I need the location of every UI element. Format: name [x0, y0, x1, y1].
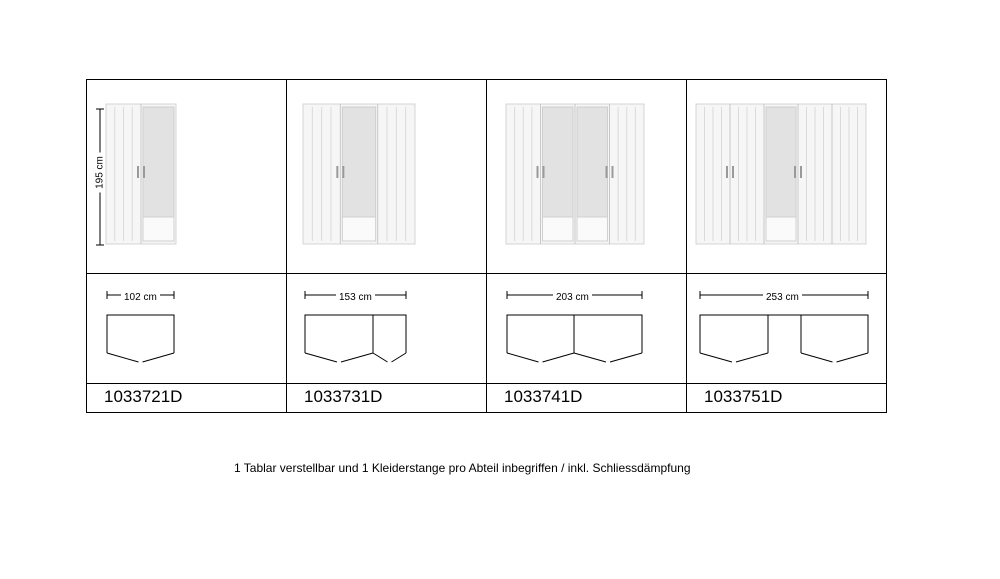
mirror-base-panel: [143, 217, 174, 241]
floor-plan-5-door: [686, 273, 886, 383]
door-swing: [373, 353, 388, 362]
door-handle: [606, 166, 608, 178]
door-swing: [610, 353, 642, 362]
door-swing: [736, 353, 768, 362]
door-handle: [143, 166, 145, 178]
floor-plan-3-door: [286, 273, 486, 383]
door-swing: [801, 353, 833, 362]
mirror-door: [766, 107, 796, 217]
door-handle: [800, 166, 802, 178]
door-swing: [305, 353, 337, 362]
door-handle: [342, 166, 344, 178]
plan-outline: [107, 315, 174, 353]
mirror-base-panel: [577, 217, 608, 241]
door-swing: [700, 353, 732, 362]
door-swing: [107, 353, 139, 362]
floor-plan-4-door: [486, 273, 686, 383]
door-handle: [137, 166, 139, 178]
wardrobe-image-5-door: [696, 104, 876, 249]
door-swing: [507, 353, 539, 362]
table-border-right: [886, 79, 887, 413]
width-label-3: 203 cm: [553, 292, 592, 304]
mirror-base-panel: [543, 217, 574, 241]
wardrobe-image-3-door: [303, 104, 423, 249]
width-label-4: 253 cm: [763, 292, 802, 304]
plan-outline: [700, 315, 868, 353]
mirror-base-panel: [342, 217, 375, 241]
width-label-2: 153 cm: [336, 292, 375, 304]
article-code-3: 1033741D: [504, 387, 583, 406]
article-code-1: 1033721D: [104, 387, 183, 406]
height-label: 195 cm: [95, 153, 106, 193]
door-swing: [543, 353, 575, 362]
door-swing: [341, 353, 373, 362]
wardrobe-image-2-door: [106, 104, 196, 249]
mirror-door: [577, 107, 608, 217]
door-handle: [336, 166, 338, 178]
plan-outline: [305, 315, 406, 353]
product-table: [86, 79, 887, 413]
door-handle: [732, 166, 734, 178]
door-handle: [537, 166, 539, 178]
door-handle: [726, 166, 728, 178]
floor-plan-2-door: [86, 273, 286, 383]
mirror-base-panel: [766, 217, 796, 241]
door-swing: [574, 353, 606, 362]
door-swing: [837, 353, 869, 362]
door-swing: [392, 353, 407, 362]
mirror-door: [342, 107, 375, 217]
width-label-1: 102 cm: [121, 292, 160, 304]
door-swing: [143, 353, 175, 362]
door-handle: [794, 166, 796, 178]
mirror-door: [143, 107, 174, 217]
mirror-door: [543, 107, 574, 217]
wardrobe-image-4-door: [506, 104, 656, 249]
article-code-4: 1033751D: [704, 387, 783, 406]
article-code-2: 1033731D: [304, 387, 383, 406]
footnote: 1 Tablar verstellbar und 1 Kleiderstange pro Abteil inbegriffen / inkl. Schliessdämpfung: [234, 461, 691, 475]
door-handle: [612, 166, 614, 178]
door-handle: [543, 166, 545, 178]
